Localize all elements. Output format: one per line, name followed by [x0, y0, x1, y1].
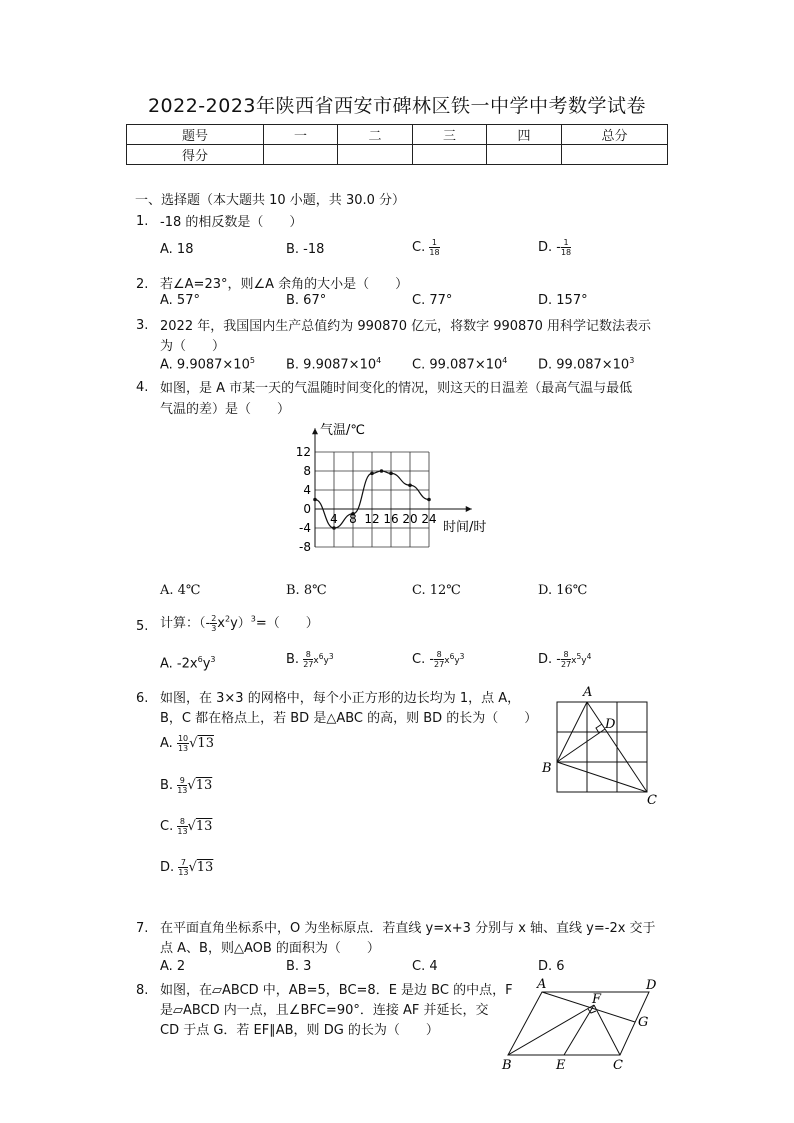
question-text: 是▱ABCD 内一点，且∠BFC=90°．连接 AF 并延长，交 — [160, 1003, 489, 1018]
score-table — [126, 124, 668, 165]
question-expression: 计算：（- $\frac{2}{3}$ $x^2y)^3=$（ ） — [160, 614, 319, 633]
y-tick-label: -8 — [299, 540, 311, 554]
option-tail: y — [202, 656, 211, 672]
denominator: 13 — [177, 744, 189, 753]
option-a: A. 18 — [160, 242, 194, 257]
fraction — [434, 650, 444, 669]
question-number: 7. — [136, 921, 149, 936]
y-tick-label: 12 — [295, 445, 311, 459]
denominator: 13 — [177, 786, 188, 795]
question-number: 6. — [136, 691, 149, 706]
numerator: 1 — [429, 238, 439, 248]
table-cell — [487, 145, 562, 165]
option-a — [160, 734, 214, 753]
question-text: CD 于点 G．若 EF∥AB，则 DG 的长为（ ） — [160, 1023, 439, 1038]
y-tick-label: -4 — [299, 521, 311, 535]
label-c: C — [647, 793, 657, 807]
option-label: D. - — [538, 652, 561, 667]
option-b: B. 3 — [286, 959, 312, 974]
option-label: C. — [160, 819, 174, 834]
expr-part: x — [217, 616, 225, 631]
fraction — [177, 817, 187, 836]
x-tick-label: 16 — [383, 512, 399, 526]
option-b: B. 67° — [286, 293, 327, 308]
fraction — [177, 734, 189, 753]
grid-outline — [557, 702, 647, 792]
fraction — [177, 776, 187, 795]
label-d: D — [605, 717, 616, 732]
option-d: D. 157° — [538, 293, 588, 308]
fraction — [178, 858, 188, 877]
option-d: D. 6 — [538, 959, 565, 974]
radical: √13 — [189, 736, 214, 751]
numerator: 2 — [211, 614, 217, 623]
y-tick-label: 4 — [303, 483, 311, 497]
option-label: D. — [160, 860, 175, 875]
question-text: 在平面直角坐标系中，O 为坐标原点．若直线 y=x+3 分别与 x 轴、直线 y=-2x 交于 — [160, 921, 656, 936]
x-tick-label: 12 — [364, 512, 380, 526]
option-c: C. 4 — [412, 959, 438, 974]
segment-ag — [542, 992, 635, 1022]
option-c — [160, 817, 212, 836]
question-text: 如图，在▱ABCD 中，AB=5，BC=8．E 是边 BC 的中点，F — [160, 983, 513, 998]
numerator: 10 — [177, 734, 189, 743]
label-a: A — [583, 685, 593, 700]
option-b: B. -18 — [286, 242, 325, 257]
option-label: B. 9.9087×10 — [286, 357, 377, 373]
option-a: A. $-2x^6y^3$ — [160, 655, 216, 672]
label-b: B — [542, 761, 552, 776]
option-d — [160, 858, 213, 877]
option-a: A. 57° — [160, 293, 200, 308]
fraction — [303, 650, 313, 669]
denominator: 18 — [560, 248, 572, 257]
option-d — [538, 356, 634, 372]
question-text: 气温的差）是（ ） — [160, 402, 291, 417]
question-number: 8. — [136, 983, 149, 998]
expr-part: =（ ） — [255, 616, 319, 631]
option-label: C. — [412, 240, 426, 255]
x-tick-label: 20 — [402, 512, 418, 526]
exponent: 5 — [249, 356, 255, 365]
numerator: 9 — [177, 776, 187, 786]
option-label: A. -2x — [160, 656, 198, 672]
numerator: 8 — [434, 650, 444, 660]
data-point — [408, 483, 412, 487]
option-b — [286, 356, 381, 372]
option-d — [538, 238, 571, 257]
denominator: 18 — [429, 248, 440, 257]
radical: √13 — [187, 819, 213, 834]
question-text: 如图，是 A 市某一天的气温随时间变化的情况，则这天的日温差（最高气温与最低 — [160, 381, 633, 396]
question-text: 如图，在 3×3 的网格中，每个小正方形的边长均为 1，点 A， — [160, 691, 521, 706]
table-cell: 二 — [338, 125, 413, 145]
data-point — [427, 498, 431, 502]
table-row — [127, 125, 668, 145]
table-cell: 四 — [487, 125, 562, 145]
table-cell: 题号 — [127, 125, 264, 145]
numerator: 8 — [303, 650, 313, 660]
x-tick-label: 24 — [421, 512, 437, 526]
option-c — [412, 238, 440, 257]
chart-grid — [315, 452, 429, 547]
option-label: C. - — [412, 652, 435, 667]
fraction — [561, 650, 571, 669]
temperature-chart — [290, 414, 500, 564]
question-number: 1. — [136, 214, 149, 229]
label-e: E — [556, 1058, 566, 1073]
exponent: 4 — [502, 356, 508, 365]
segment-bd — [557, 729, 605, 762]
option-label: A. — [160, 736, 173, 751]
option-c — [412, 650, 464, 669]
option-c: C. 12℃ — [412, 583, 461, 598]
grid-triangle-figure — [535, 682, 665, 807]
label-g: G — [638, 1015, 649, 1030]
table-cell — [338, 145, 413, 165]
question-text: 若∠A=23°，则∠A 余角的大小是（ ） — [160, 277, 409, 292]
label-c: C — [613, 1058, 623, 1073]
denominator: 27 — [303, 660, 314, 669]
x-tick-label: 8 — [349, 512, 357, 526]
option-label: C. 99.087×10 — [412, 357, 503, 373]
option-tail: $x^6y^3$ — [444, 652, 465, 666]
exponent: 3 — [629, 356, 635, 365]
radical: √13 — [187, 778, 213, 793]
x-tick-label: 4 — [330, 512, 338, 526]
y-tick-label: 0 — [303, 502, 311, 516]
question-text: -18 的相反数是（ ） — [160, 215, 303, 230]
table-cell: 总分 — [562, 125, 668, 145]
fraction — [561, 238, 571, 257]
option-label: B. — [160, 778, 174, 793]
label-f: F — [592, 992, 602, 1007]
question-text: 点 A、B，则△AOB 的面积为（ ） — [160, 941, 380, 956]
x-axis-arrow — [466, 506, 472, 512]
table-cell: 得分 — [127, 145, 264, 165]
parallelogram-abcd — [508, 992, 649, 1055]
numerator: 7 — [178, 858, 188, 868]
parallelogram-figure — [495, 975, 670, 1075]
table-cell: 一 — [264, 125, 338, 145]
page-title: 2022-2023年陕西省西安市碑林区铁一中学中考数学试卷 — [147, 95, 647, 117]
data-point — [370, 472, 374, 476]
table-cell — [562, 145, 668, 165]
segment-fe — [564, 1005, 594, 1055]
option-a: A. 2 — [160, 959, 186, 974]
option-label: A. 9.9087×10 — [160, 357, 250, 373]
chart-y-label: 气温/℃ — [320, 423, 365, 438]
table-cell: 三 — [413, 125, 487, 145]
option-b: B. 8℃ — [286, 583, 327, 598]
denominator: 13 — [177, 827, 188, 836]
denominator: 3 — [211, 624, 217, 633]
numerator: 8 — [561, 650, 571, 660]
question-number: 4. — [136, 380, 149, 395]
option-c — [412, 356, 507, 372]
denominator: 27 — [560, 660, 572, 669]
expr-part: y） — [230, 616, 251, 631]
option-a — [160, 356, 255, 372]
option-d: D. 16℃ — [538, 583, 588, 598]
option-label: D. - — [538, 240, 561, 255]
question-text: 2022 年，我国国内生产总值约为 990870 亿元，将数字 990870 用科学记数法表示 — [160, 319, 651, 334]
option-d — [538, 650, 591, 669]
option-b — [160, 776, 212, 795]
data-point — [380, 469, 384, 473]
label-d: D — [646, 978, 657, 993]
option-a: A. 4℃ — [160, 583, 201, 598]
option-b — [286, 650, 334, 669]
option-label: B. — [286, 652, 300, 667]
label-b: B — [502, 1058, 512, 1073]
option-label: D. 99.087×10 — [538, 357, 630, 373]
question-number: 5. — [136, 619, 149, 634]
table-cell — [413, 145, 487, 165]
denominator: 27 — [434, 660, 445, 669]
y-tick-label: 8 — [303, 464, 311, 478]
data-point — [332, 526, 336, 530]
question-text: B，C 都在格点上，若 BD 是△ABC 的高，则 BD 的长为（ ） — [160, 711, 538, 726]
exponent: 4 — [376, 356, 382, 365]
fraction — [429, 238, 439, 257]
section-heading: 一、选择题（本大题共 10 小题，共 30.0 分） — [135, 193, 406, 208]
chart-x-label: 时间/时 — [443, 520, 487, 535]
option-c: C. 77° — [412, 293, 453, 308]
label-a: A — [537, 977, 547, 992]
y-axis-arrow — [312, 428, 318, 434]
segment-bc — [557, 762, 647, 792]
question-number: 3. — [136, 318, 149, 333]
radical: √13 — [188, 860, 214, 875]
table-row — [127, 145, 668, 165]
segment-bf — [508, 1005, 594, 1055]
data-point — [313, 498, 317, 502]
denominator: 13 — [178, 868, 189, 877]
numerator: 8 — [177, 817, 187, 827]
option-tail: $x^6y^3$ — [313, 652, 334, 666]
option-tail: $x^5y^4$ — [571, 652, 592, 666]
expr-part: 计算：（- — [160, 616, 211, 631]
question-text: 为（ ） — [160, 339, 226, 354]
data-point — [389, 472, 393, 476]
table-cell — [264, 145, 338, 165]
question-number: 2. — [136, 277, 149, 292]
numerator: 1 — [561, 238, 571, 248]
